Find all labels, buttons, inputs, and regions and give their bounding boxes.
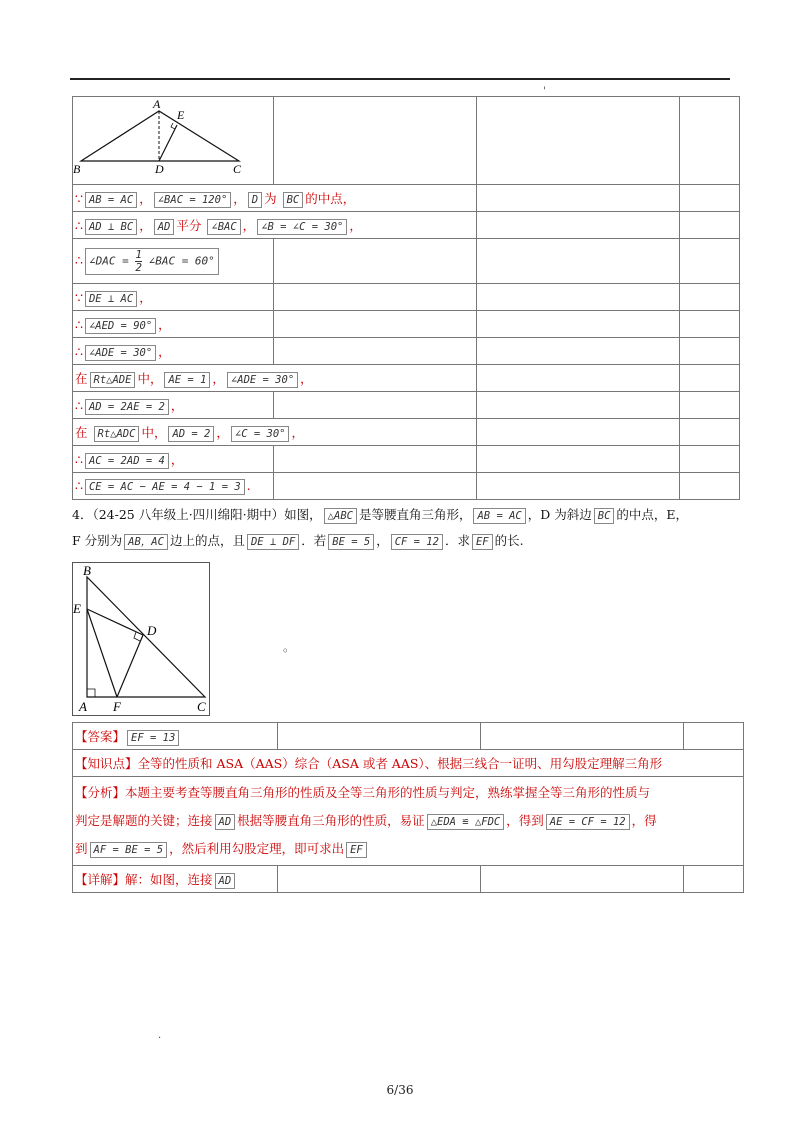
- analysis-row: 【分析】本题主要考查等腰直角三角形的性质及全等三角形的性质与判定，熟练掌握全等三角形的性质与 判定是解题的关键；连接 AD 根据等腰直角三角形的性质，易证 △EDA ≌ △FDC ，得到 AE = CF = 12 ，得 到 AF = BE = 5 ，然后利用勾股定理，即可求出 EF: [73, 777, 744, 866]
- label-B2: B: [83, 563, 91, 578]
- label-E: E: [177, 108, 185, 122]
- label-C2: C: [197, 699, 206, 714]
- knowledge-row: 【知识点】全等的性质和 ASA（AAS）综合（ASA 或者 AAS）、根据三线合一证明、用勾股定理解三角形: [73, 750, 744, 777]
- question-4: [72, 502, 732, 554]
- detail-row: 【详解】解：如图，连接 AD: [73, 866, 278, 893]
- step-5: ∴ ∠AED = 90° ，: [73, 311, 274, 338]
- label-E2: E: [73, 601, 81, 616]
- label-A: A: [153, 97, 161, 111]
- question-line-1: 4．（24-25 八年级上·四川绵阳·期中）如图， △ABC 是等腰直角三角形， AB = AC ，D 为斜边 BC 的中点，E，: [72, 507, 689, 522]
- step-11: ∴ CE = AC − AE = 4 − 1 = 3 .: [73, 473, 274, 500]
- label-F2: F: [113, 699, 121, 714]
- page-number: 6/36: [386, 1083, 414, 1097]
- step-8: ∴ AD = 2AE = 2 ，: [73, 392, 274, 419]
- step-1: ∵ AB = AC ， ∠BAC = 120° ， D 为 BC 的中点，: [73, 185, 477, 212]
- question-line-2: F 分别为 AB，AC 边上的点，且 DE ⊥ DF ．若 BE = 5 ， CF = 12 ．求 EF 的长.: [72, 533, 524, 548]
- mark-dot-2: .: [158, 1030, 162, 1041]
- label-A2: A: [79, 699, 87, 714]
- step-6: ∴ ∠ADE = 30° ，: [73, 338, 274, 365]
- header-rule: [70, 78, 730, 80]
- step-2: ∴ AD ⊥ BC ， AD 平分 ∠BAC ， ∠B = ∠C = 30° ，: [73, 212, 477, 239]
- step-9: 在 Rt△ADC 中， AD = 2 ， ∠C = 30° ，: [73, 419, 477, 446]
- step-7: 在 Rt△ADE 中， AE = 1 ， ∠ADE = 30° ，: [73, 365, 477, 392]
- solution-table-1: [72, 96, 740, 500]
- triangle-figure-1: [73, 97, 245, 181]
- step-4: ∵ DE ⊥ AC ，: [73, 284, 274, 311]
- mark-dot: ': [543, 86, 546, 97]
- answer-row: 【答案】 EF = 13: [73, 723, 278, 750]
- step-10: ∴ AC = 2AD = 4 ，: [73, 446, 274, 473]
- figure-frame-2: [72, 562, 210, 716]
- figure-cell-1: [73, 97, 274, 185]
- label-B: B: [73, 162, 81, 176]
- answer-table: [72, 722, 744, 893]
- triangle-figure-2: [73, 563, 209, 715]
- label-D: D: [155, 162, 164, 176]
- label-C: C: [233, 162, 242, 176]
- step-3: ∴ ∠DAC = $\frac{1}{2}$ ∠BAC = 60°: [73, 239, 274, 284]
- circle-mark: 。: [283, 640, 296, 654]
- label-D2: D: [147, 623, 157, 638]
